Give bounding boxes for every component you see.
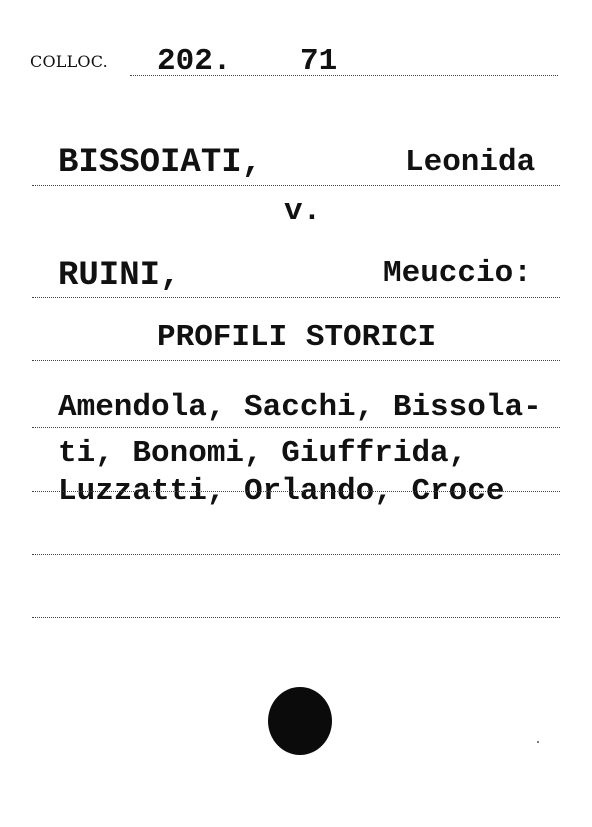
colloc-shelf: 202. xyxy=(157,44,232,79)
author-surname: BISSOIATI, xyxy=(58,144,263,182)
subject-line-2: ti, Bonomi, Giuffrida, xyxy=(58,436,468,471)
author-given: Leonida xyxy=(405,145,536,180)
subject-rule-1 xyxy=(32,427,560,428)
punch-hole xyxy=(268,687,332,755)
second-surname: RUINI, xyxy=(58,257,181,295)
second-rule xyxy=(32,297,560,298)
title-rule xyxy=(32,360,560,361)
author-rule xyxy=(32,185,560,186)
second-given: Meuccio: xyxy=(383,256,532,291)
subject-line-3: Luzzatti, Orlando, Croce xyxy=(58,474,505,509)
paper-speck xyxy=(537,741,539,743)
blank-rule-1 xyxy=(32,554,560,555)
colloc-rule xyxy=(130,75,558,76)
subject-rule-2 xyxy=(32,491,560,492)
versus-text: v. xyxy=(284,194,322,229)
colloc-label: COLLOC. xyxy=(30,52,108,71)
blank-rule-2 xyxy=(32,617,560,618)
title-text: PROFILI STORICI xyxy=(157,320,437,355)
colloc-number: 71 xyxy=(300,44,338,79)
subject-line-1: Amendola, Sacchi, Bissola- xyxy=(58,390,542,425)
